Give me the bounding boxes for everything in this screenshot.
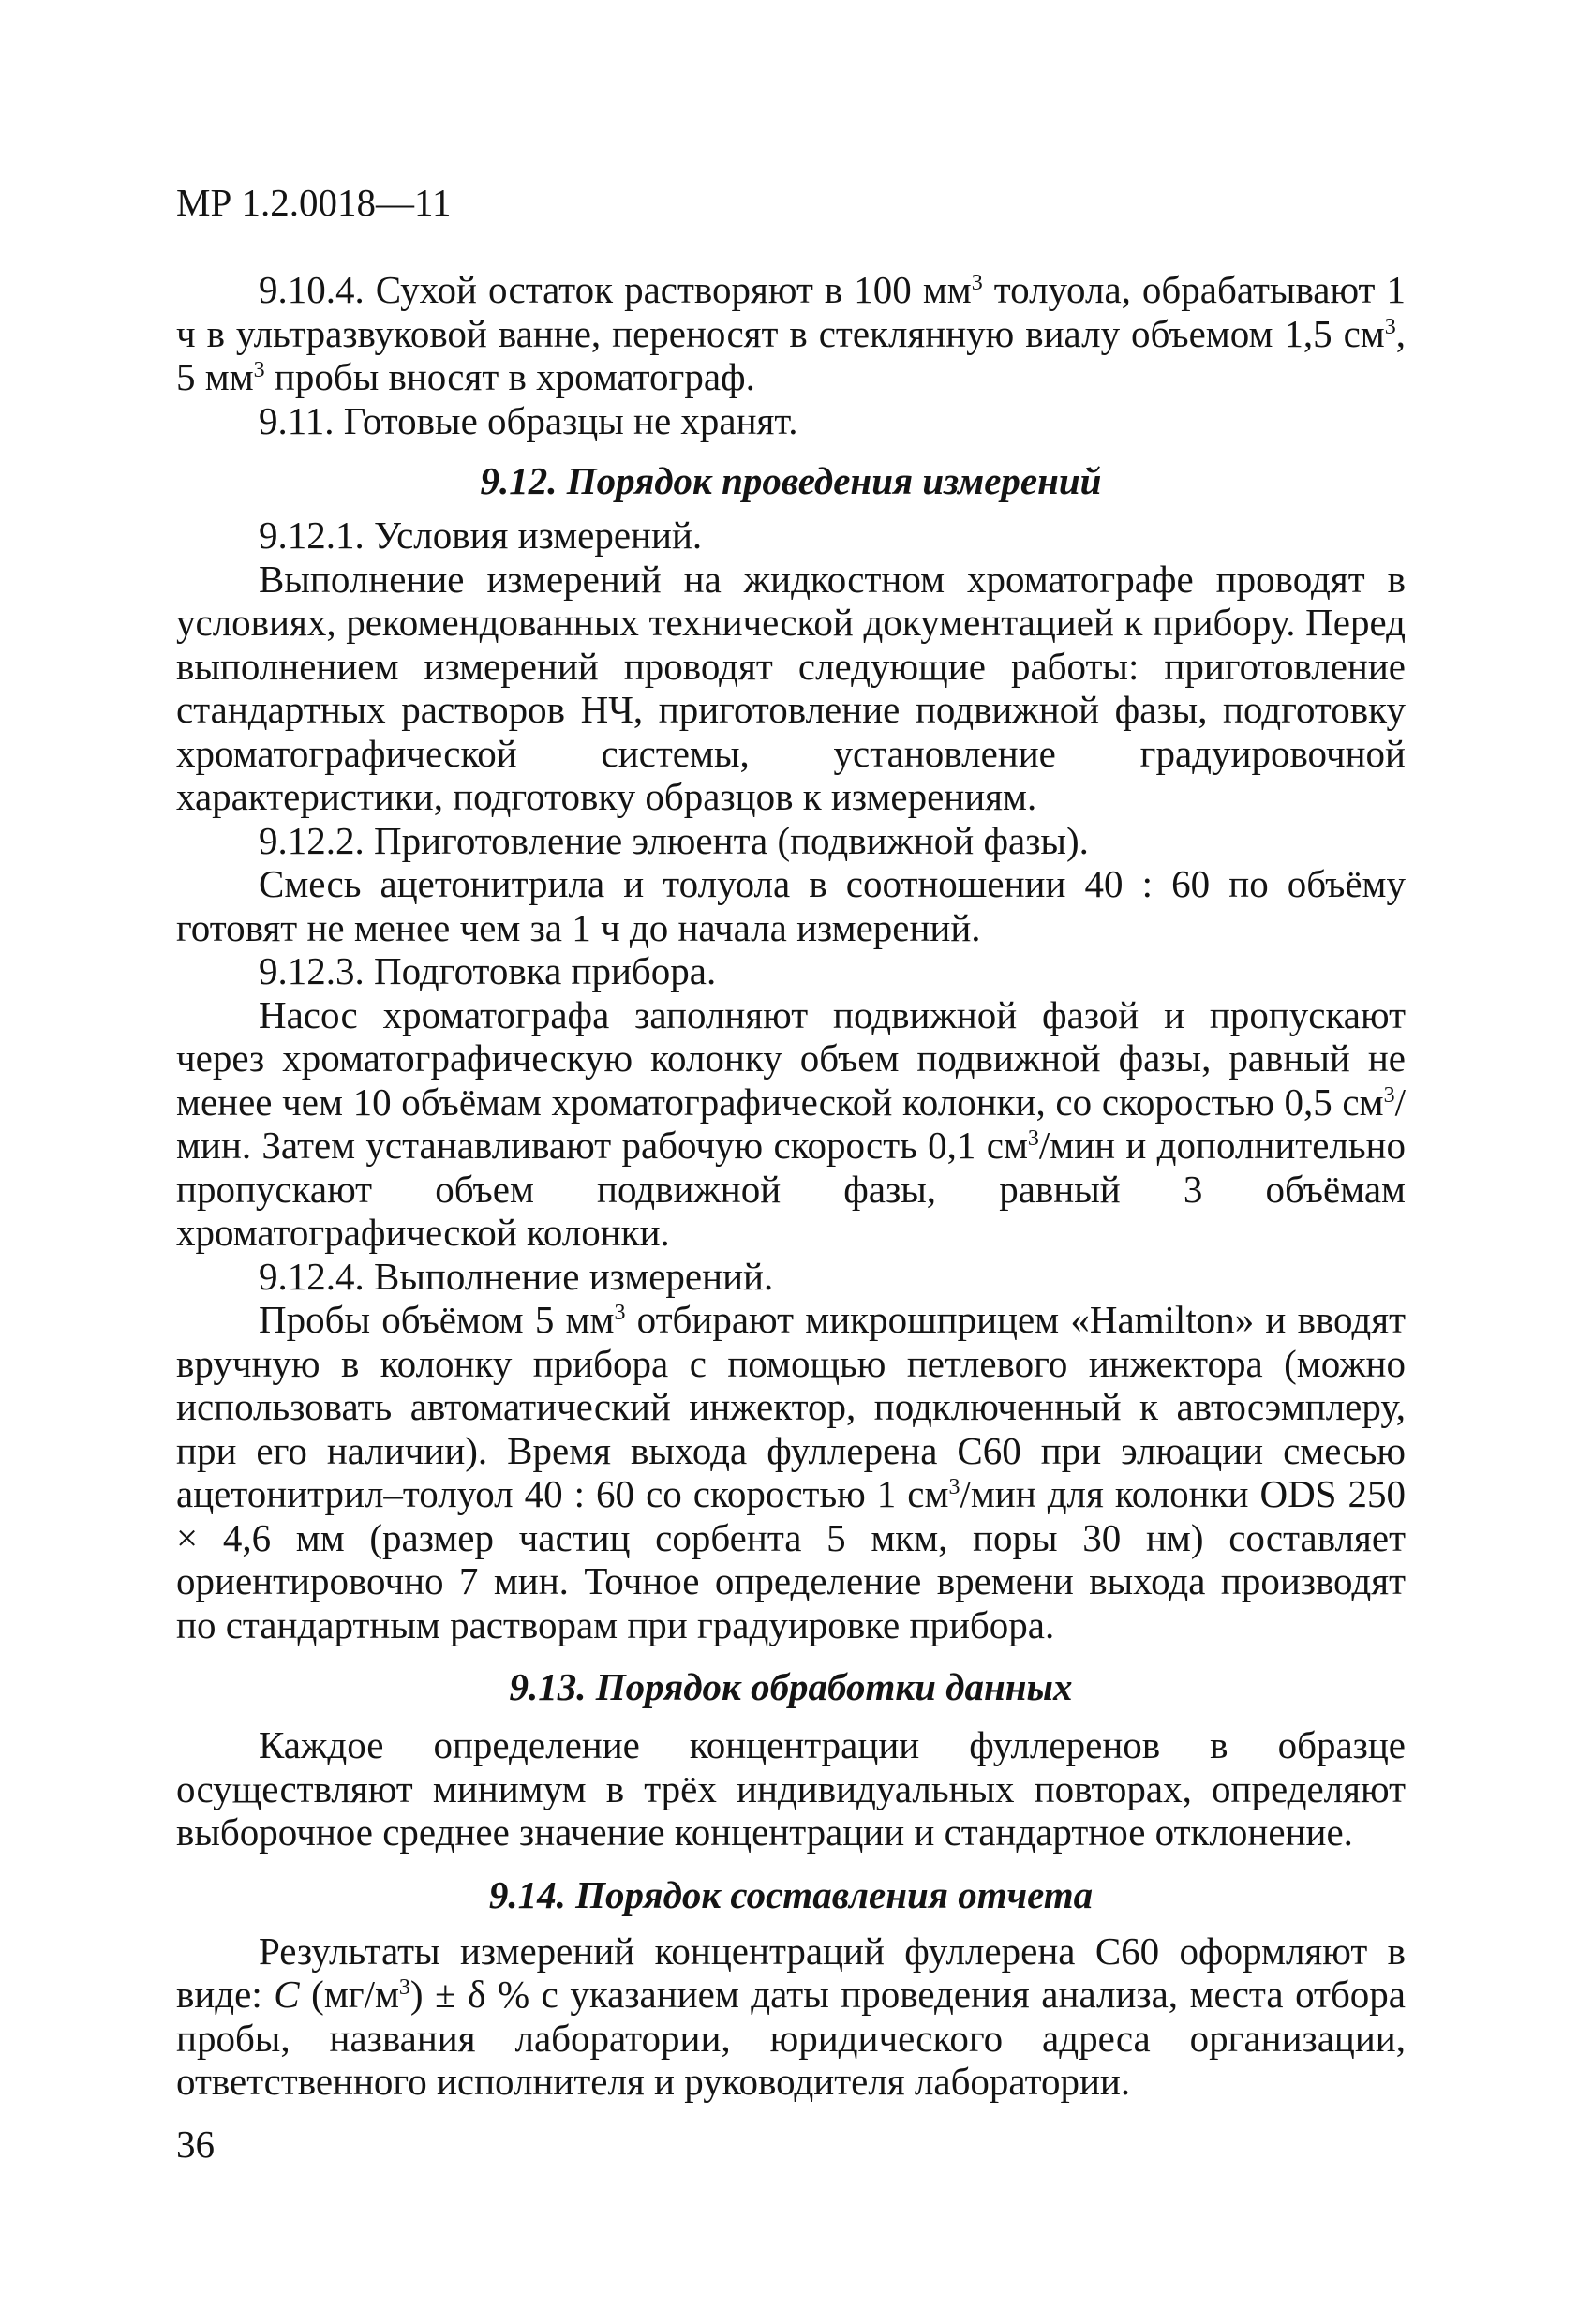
page-number: 36 <box>176 2123 215 2166</box>
superscript: 3 <box>398 1975 410 2000</box>
text-run: 9.10.4. Сухой остаток растворяют в 100 мм <box>259 268 972 311</box>
text-run: (мг/м <box>299 1973 399 2016</box>
paragraph-9-10-4 <box>176 268 1406 399</box>
variable-c: С <box>274 1973 300 2016</box>
text-run: ) ± δ % с указанием даты проведения анализа, места отбора пробы, названия лаборатории, юридического адреса организации, ответственного исполнителя и руководителя лаборатории. <box>176 1973 1407 2103</box>
superscript: 3 <box>614 1301 626 1325</box>
section-heading-9-12: 9.12. Порядок проведения измерений <box>480 459 1102 502</box>
text-run: пробы вносят в хроматограф. <box>264 355 755 398</box>
superscript: 3 <box>948 1475 960 1499</box>
section-heading-9-14: 9.14. Порядок составления отчета <box>488 1872 1094 1916</box>
section-heading-9-13: 9.13. Порядок обработки данных <box>509 1665 1073 1708</box>
superscript: 3 <box>1384 314 1396 339</box>
paragraph-9-12-2: Смесь ацетонитрила и толуола в соотношении 40 : 60 по объёму готовят не менее чем за 1 ч до начала измерений. <box>176 862 1406 949</box>
superscript: 3 <box>253 358 265 382</box>
document-body <box>176 268 1406 2104</box>
text-run: отбирают микрошприцем «Hamilton» и вводят вручную в колонку прибора с помощью петлевого инжектора (можно использовать автоматический инжектор, подключенный к автосэмплеру, при его наличии). Время выхода фуллерена С60 при элюации смесью ацетонитрил–толуол 40 : 60 со скоростью 1 см <box>176 1298 1406 1515</box>
subsection-title-9-12-1: 9.12.1. Условия измерений. <box>259 514 703 557</box>
text-run: Насос хроматографа заполняют подвижной фазой и пропускают через хроматографическую колонку объем подвижной фазы, равный не менее чем 10 объёмам хроматографической колонки, со скоростью 0,5 см <box>176 992 1406 1124</box>
text-run: /мин и дополнительно пропускают объем подвижной фазы, равный 3 объёмам хроматографической колонки. <box>176 1124 1406 1254</box>
paragraph-9-13: Каждое определение концентрации фуллеренов в образце осуществляют минимум в трёх индивидуальных повторах, определяют выборочное среднее значение концентрации и стандартное отклонение. <box>176 1723 1406 1854</box>
superscript: 3 <box>1027 1126 1039 1151</box>
subsection-title-9-12-2: 9.12.2. Приготовление элюента (подвижной фазы). <box>259 818 1089 862</box>
paragraph-9-11: 9.11. Готовые образцы не хранят. <box>259 398 798 442</box>
superscript: 3 <box>971 271 983 295</box>
text-run: , 5 мм <box>176 311 1406 398</box>
subsection-title-9-12-4: 9.12.4. Выполнение измерений. <box>259 1254 774 1298</box>
paragraph-9-14 <box>176 1929 1406 2104</box>
text-run: /мин для колонки ODS 250 × 4,6 мм (размер частиц сорбента 5 мкм, поры 30 нм) составляет ориентировочно 7 мин. Точное определение времени выхода производят по стандартным растворам при градуировке прибора. <box>176 1472 1406 1646</box>
text-run: Результаты измерений концентраций фуллерена С60 оформляют в виде: <box>176 1929 1406 2016</box>
text-run: Пробы объёмом 5 мм <box>259 1298 615 1341</box>
document-code-header: МР 1.2.0018—11 <box>176 181 452 224</box>
paragraph-9-12-1: Выполнение измерений на жидкостном хроматографе проводят в условиях, рекомендованных технической документацией к прибору. Перед выполнением измерений проводят следующие работы: приготовление стандартных растворов НЧ, приготовление подвижной фазы, подготовку хроматографической системы, установление градуировочной характеристики, подготовку образцов к измерениям. <box>176 557 1406 818</box>
subsection-title-9-12-3: 9.12.3. Подготовка прибора. <box>259 949 717 992</box>
text-run: толуола, обрабатывают 1 ч в ультразвуковой ванне, переносят в стеклянную виалу объемом 1,5 см <box>176 268 1406 355</box>
paragraph-9-12-4 <box>176 1298 1406 1646</box>
paragraph-9-12-3 <box>176 993 1406 1255</box>
superscript: 3 <box>1383 1082 1395 1108</box>
text-run: /мин. Затем устанавливают рабочую скорость 0,1 см <box>176 1080 1406 1167</box>
